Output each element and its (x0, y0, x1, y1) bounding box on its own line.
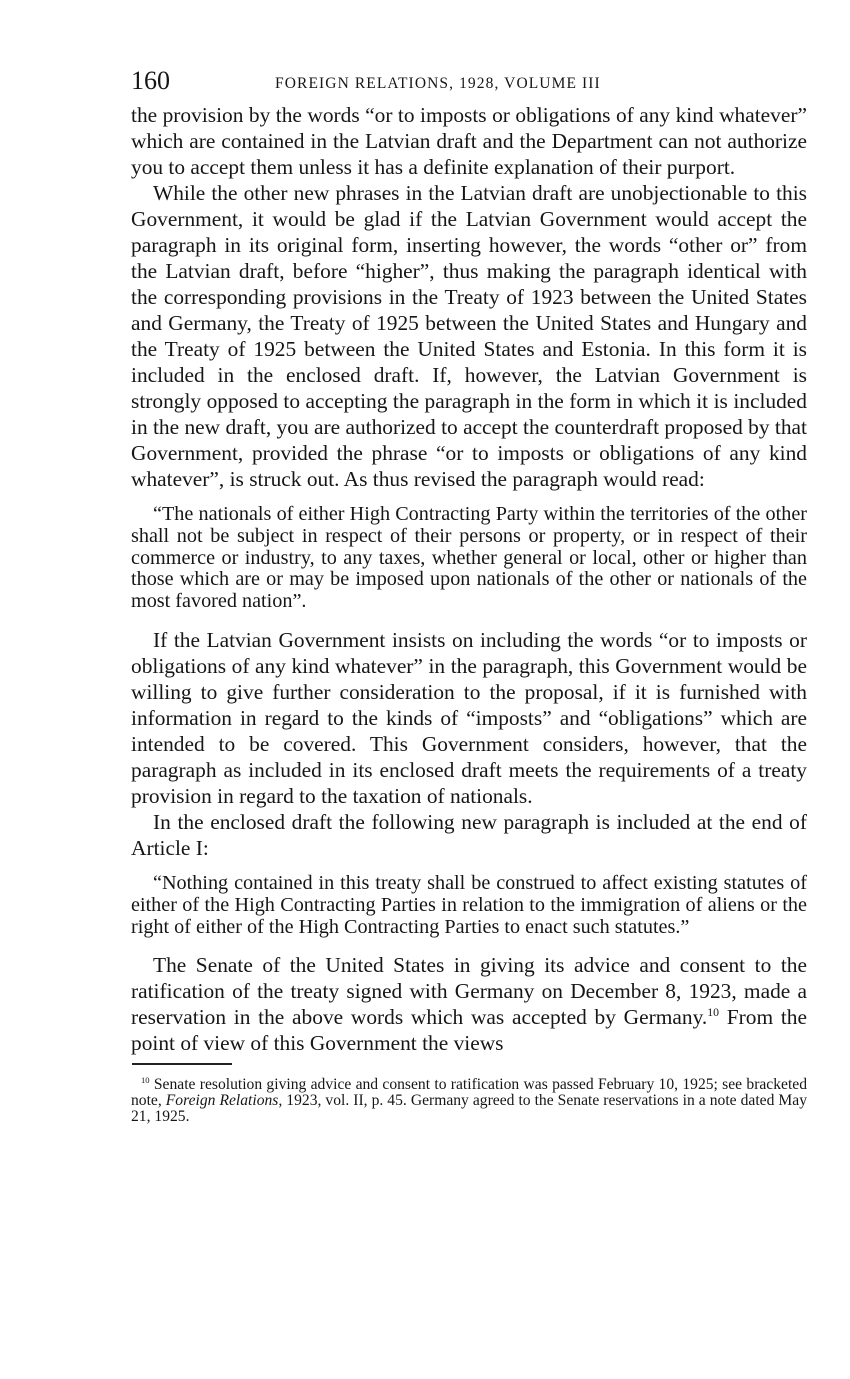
quoted-provision-taxes: “The nationals of either High Contracting Party within the territories of the other shall not be subject in respect of their persons or property, or in respect of their commerce or industry, to any taxes, whether general or local, other or higher than those which are or may be imposed upon nationals of the other or nationals of the most favored nation”. (131, 503, 807, 613)
footnote-text-part-2: 1923, vol. II, p. 45. Germany agreed to the Senate reservations in a note dated May 21, 1925. (131, 1091, 808, 1125)
paragraph-3: If the Latvian Government insists on including the words “or to imposts or obligations of any kind whatever” in the paragraph, this Government would be willing to give further consideration to the proposal, if it is furnished with information in regard to the kinds of “imposts” and “obligations” which are intended to be covered. This Government considers, however, that the paragraph as included in its enclosed draft meets the requirements of a treaty provision in regard to the taxation of nationals. (131, 627, 807, 808)
running-title: FOREIGN RELATIONS, 1928, VOLUME III (275, 75, 601, 92)
document-page (131, 62, 807, 1124)
footnote-citation-title: Foreign Relations, (165, 1091, 283, 1109)
footnote-reference: 10 (707, 1006, 719, 1020)
footnote-text-part-1: Senate resolution giving advice and consent to ratification was passed February 10, 1925; see bracketed note, (131, 1076, 807, 1109)
paragraph-5-text: The Senate of the United States in giving its advice and consent to the ratification of the treaty signed with Germany on December 8, 1923, made a reservation in the above words which was accepted by Germany. (131, 953, 807, 1030)
footnote-10 (131, 1077, 807, 1124)
paragraph-1: the provision by the words “or to imposts or obligations of any kind whatever” which are contained in the Latvian draft and the Department can not authorize you to accept them unless it has a definite explanation of their purport. (131, 103, 807, 179)
page-number: 160 (131, 66, 170, 95)
footnote-marker: 10 (141, 1075, 150, 1086)
page-header (131, 62, 807, 102)
paragraph-2: While the other new phrases in the Latvian draft are unobjectionable to this Government, it would be glad if the Latvian Government would accept the paragraph in its original form, inserting however, the words “other or” from the Latvian draft, before “higher”, thus making the paragraph identical with the corresponding provisions in the Treaty of 1923 between the United States and Germany, the Treaty of 1925 between the United States and Hungary and the Treaty of 1925 between the United States and Estonia. In this form it is included in the enclosed draft. If, however, the Latvian Government is strongly opposed to accepting the paragraph in the form in which it is included in the new draft, you are authorized to accept the counterdraft proposed by that Government, provided the phrase “or to imposts or obligations of any kind whatever”, is struck out. As thus revised the paragraph would read: (131, 181, 807, 491)
paragraph-4: In the enclosed draft the following new paragraph is included at the end of Article I: (131, 809, 807, 860)
quoted-provision-immigration: “Nothing contained in this treaty shall be construed to affect existing statutes of either of the High Contracting Parties in relation to the immigration of aliens or the right of either of the High Contracting Parties to enact such statutes.” (131, 871, 807, 938)
footnote-divider (132, 1063, 232, 1065)
paragraph-5-continuation: From the point of view of this Government the views (131, 1005, 807, 1056)
paragraph-5 (131, 952, 807, 1056)
